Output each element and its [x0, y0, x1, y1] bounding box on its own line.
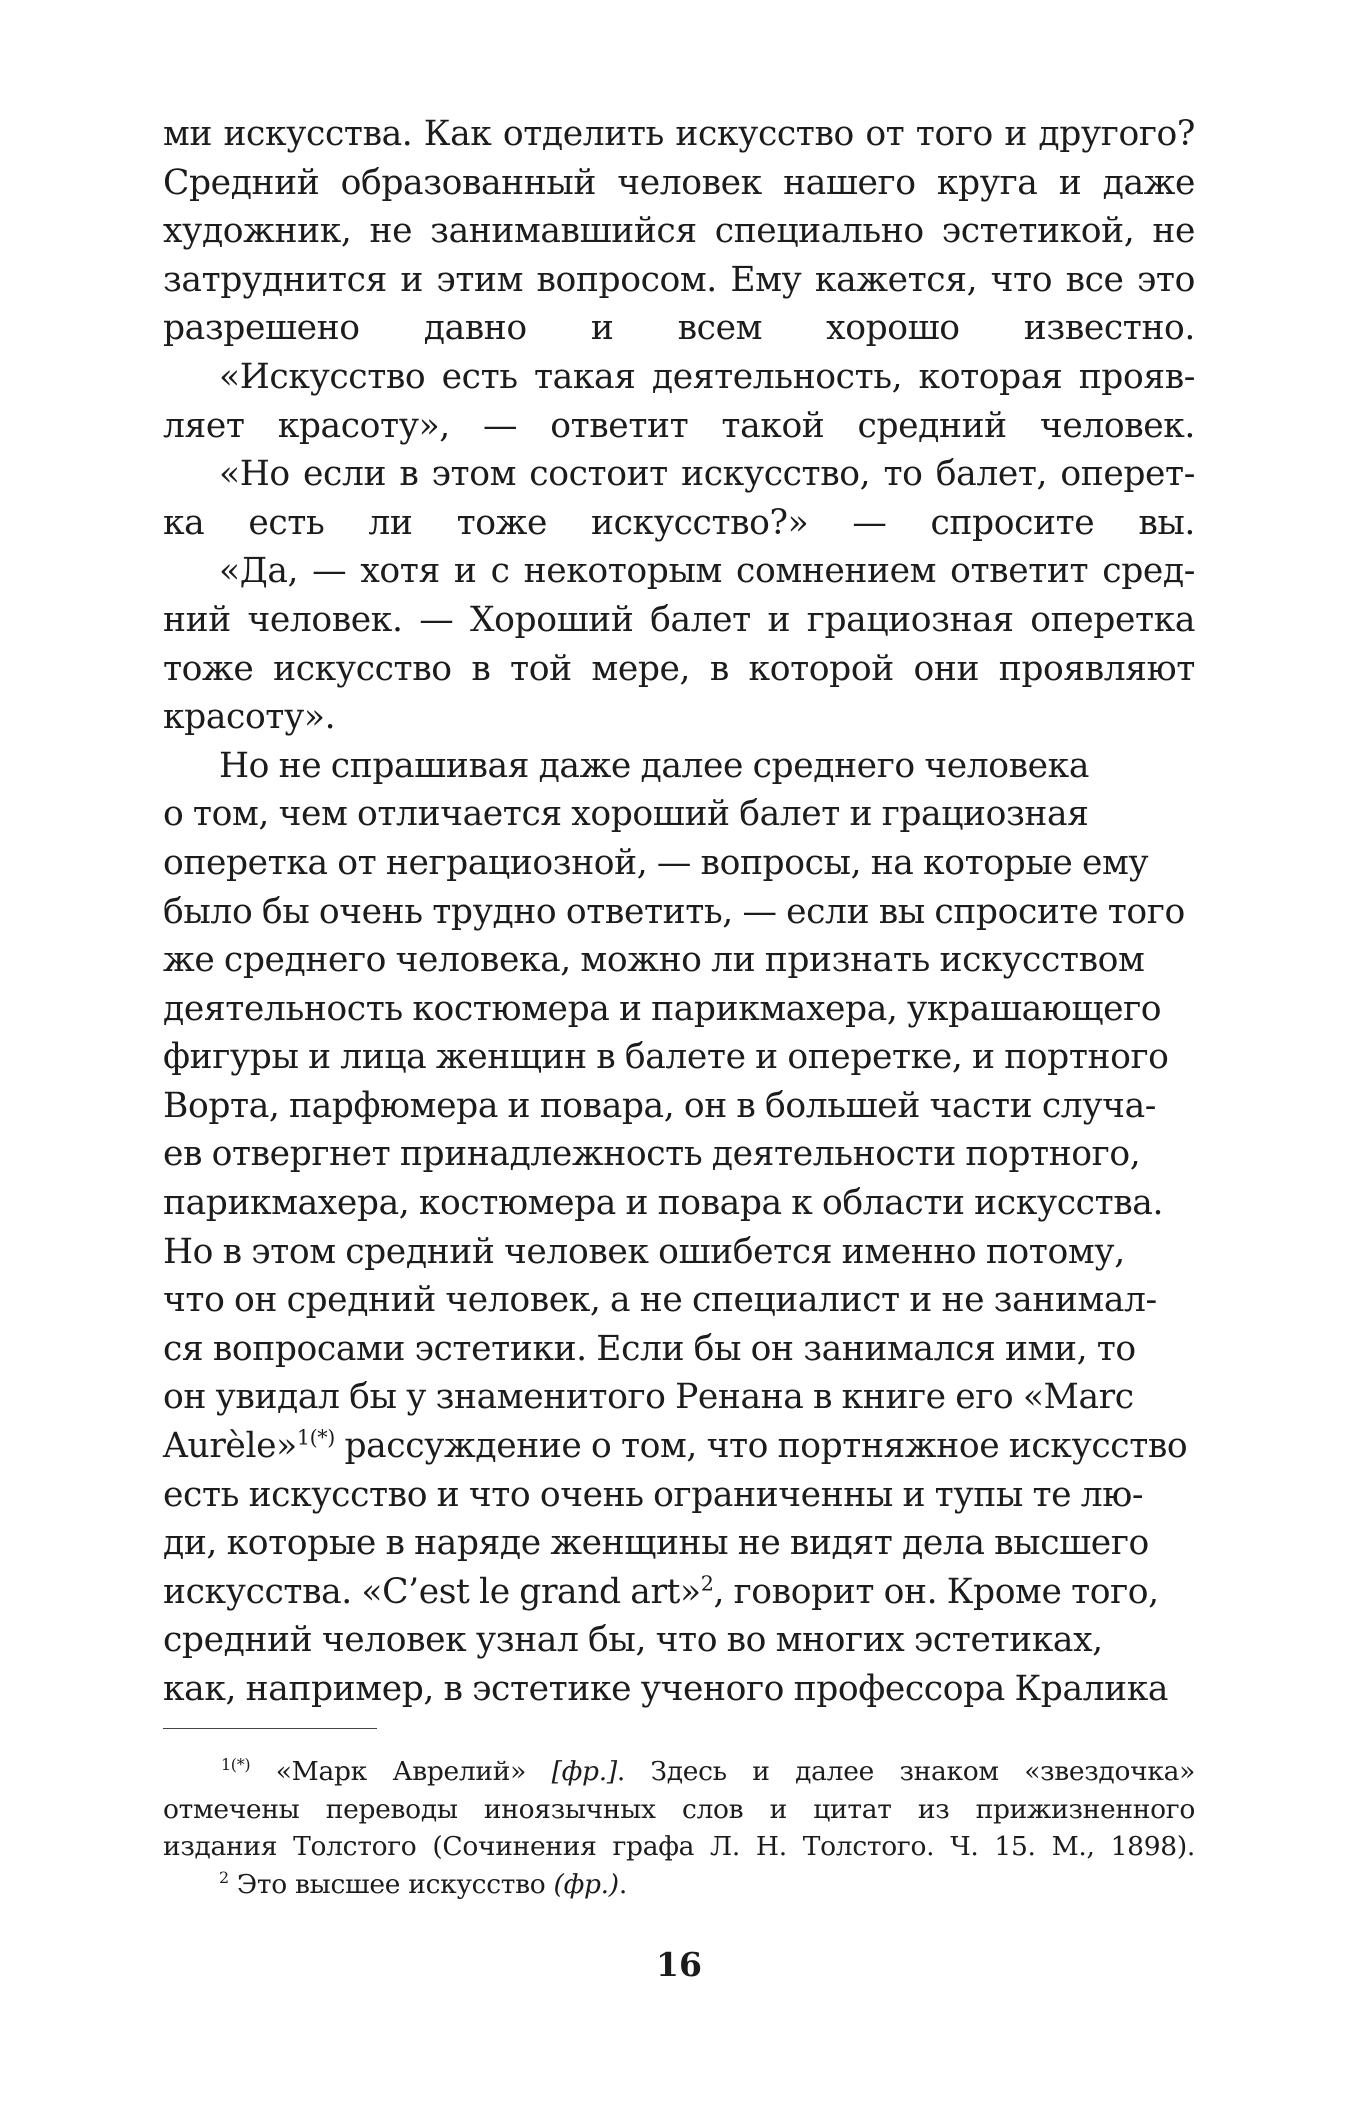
- footnote-separator: [163, 1728, 377, 1729]
- footnote-ref-2: 2: [700, 1571, 714, 1596]
- paragraph-1: ми искусства. Как отделить искусство от того и другого? Средний образованный человек нашего круга и даже художник, не занимавшийся специально эстетикой, не затруднится и этим вопросом. Ему кажется, что все это разрешено давно и всем хорошо известно.: [163, 114, 1195, 349]
- footnote-1: $^{1(*)}$ «Марк Аврелий» [фр.]. Здесь и далее знаком «звездочка» отмечены переводы иноязычных слов и цитат из прижизненного издания Толстого (Сочинения графа Л. Н. Толстого. Ч. 15. М., 1898).: [163, 1755, 1195, 1862]
- main-text: [163, 110, 1195, 1714]
- paragraph-3: «Но если в этом состоит искусство, то балет, оперет- ка есть ли тоже искусство?» — спросите вы.: [163, 454, 1195, 543]
- paragraph-5: Но не спрашивая даже далее среднего человека о том, чем отличается хороший балет и грациозная оперетка от неграциозной, — вопросы, на которые ему было бы очень трудно ответить, — если вы спросите того же среднего человека, можно ли признать искусством деятельность костюмера и парикмахера, украшающего фигуры и лица женщин в балете и оперетке, и портного Ворта, парфюмера и повара, он в большей части случа- ев отвергнет принадлежность деятельности портного, парикмахера, костюмера и повара к области искусства. Но в этом средний человек ошибется именно потому, что он средний человек, а не специалист и не занимал- ся вопросами эстетики. Если бы он занимался ими, то он увидал бы у знаменитого Ренана в книге его «Marc Aurèle»$^{1(*)}$ рассуждение о том, что портняжное искусство есть искусство и что очень ограниченны и тупы те лю- ди, которые в наряде женщины не видят дела высшего искусства. «C’est le grand art»$^2$, говорит он. Кроме того, средний человек узнал бы, что во многих эстетиках, как, например, в эстетике ученого профессора Кралика: [163, 745, 1188, 1709]
- footnotes: [163, 1753, 1195, 1903]
- paragraph-4: «Да, — хотя и с некоторым сомнением ответит сред- ний человек. — Хороший балет и грациозная оперетка тоже искусство в той мере, в которой они проявляют красоту».: [163, 551, 1195, 738]
- paragraph-2: «Искусство есть такая деятельность, которая прояв- ляет красоту», — ответит такой средний человек.: [163, 356, 1195, 446]
- page-number: 16: [656, 1945, 702, 1984]
- footnote-ref-1: 1(*): [296, 1425, 335, 1450]
- footnote-2: $^2$ Это высшее искусство (фр.).: [219, 1867, 627, 1900]
